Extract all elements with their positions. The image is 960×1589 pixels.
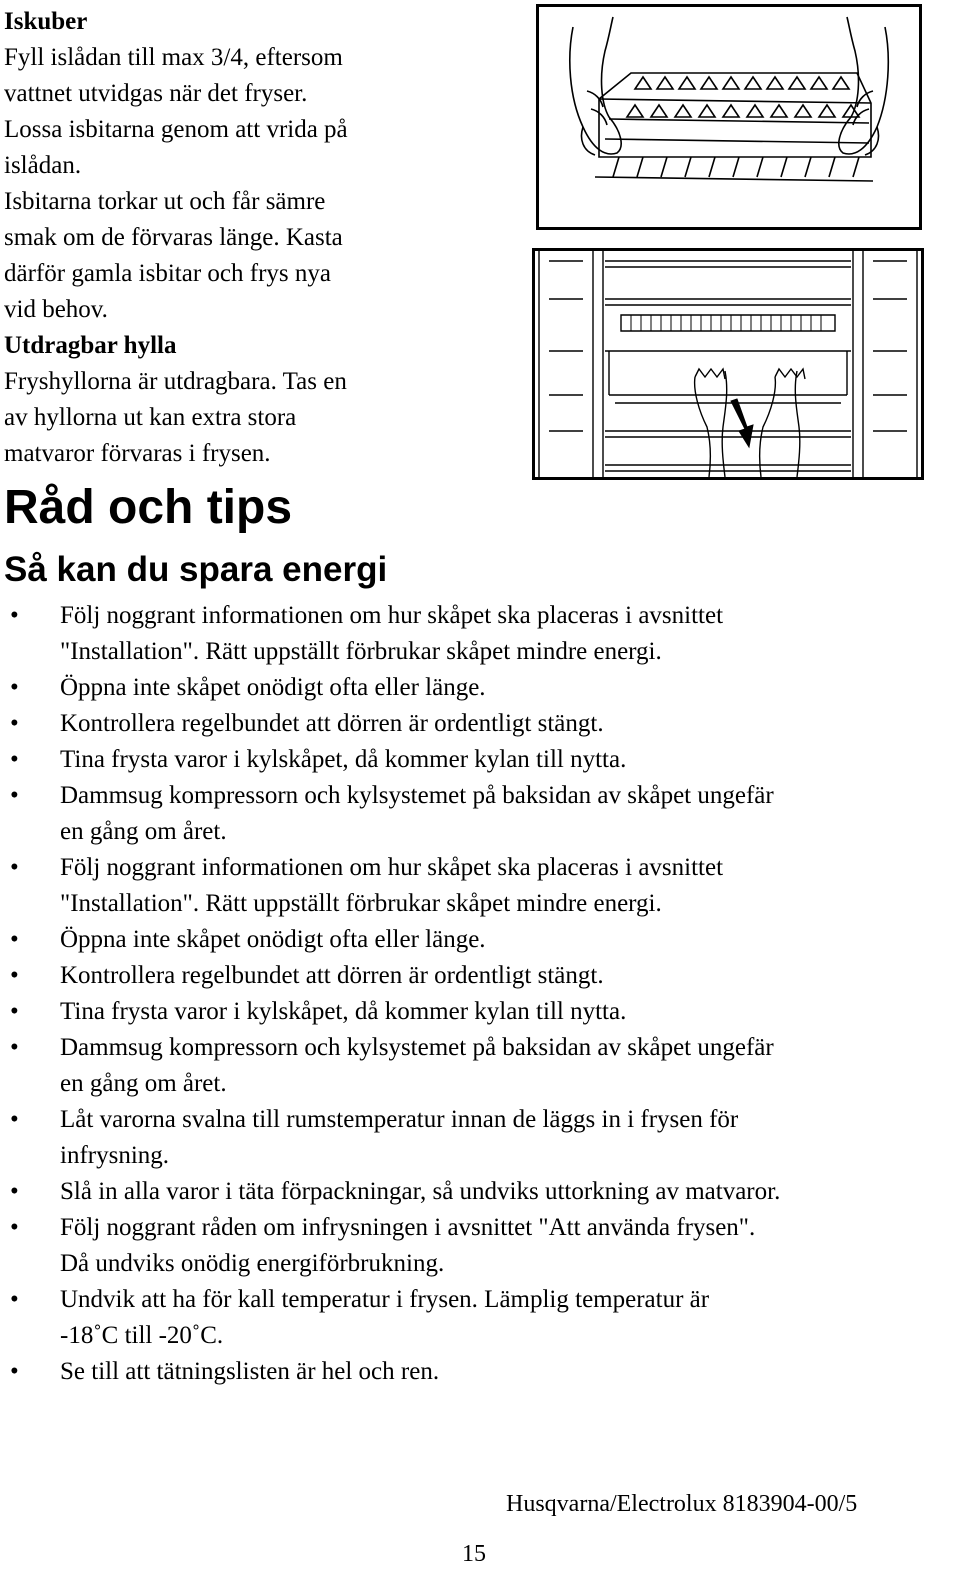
tip-text: Slå in alla varor i täta förpackningar, så undviks uttorkning av matvaror. xyxy=(60,1178,781,1205)
tip-text: Följ noggrant råden om infrysningen i avsnittet "Att använda frysen". xyxy=(60,1214,756,1241)
bullet-icon: • xyxy=(10,1034,19,1061)
bullet-icon: • xyxy=(10,746,19,773)
bullet-icon: • xyxy=(10,962,19,989)
tip-item xyxy=(4,994,954,1030)
bullet-icon: • xyxy=(10,602,19,629)
bullet-icon: • xyxy=(10,782,19,809)
tip-item xyxy=(4,742,954,778)
pull-out-shelf-illustration xyxy=(532,248,924,480)
tip-text: Kontrollera regelbundet att dörren är ordentligt stängt. xyxy=(60,710,604,737)
tip-text: "Installation". Rätt uppställt förbrukar skåpet mindre energi. xyxy=(60,890,662,917)
energy-saving-heading: Så kan du spara energi xyxy=(4,550,388,589)
bullet-icon: • xyxy=(10,1178,19,1205)
page-number: 15 xyxy=(462,1541,486,1567)
tip-item xyxy=(4,670,954,706)
tip-item xyxy=(4,706,954,742)
bullet-icon: • xyxy=(10,854,19,881)
bullet-icon: • xyxy=(10,1214,19,1241)
text-line: därför gamla isbitar och frys nya xyxy=(4,260,331,287)
bullet-icon: • xyxy=(10,674,19,701)
text-line: smak om de förvaras länge. Kasta xyxy=(4,224,343,251)
text-line: Fyll islådan till max 3/4, eftersom xyxy=(4,44,343,71)
tip-item xyxy=(4,922,954,958)
shelf-drawing xyxy=(535,251,921,477)
tip-item xyxy=(4,1030,954,1102)
tip-text: Dammsug kompressorn och kylsystemet på baksidan av skåpet ungefär xyxy=(60,782,774,809)
tip-text: en gång om året. xyxy=(60,1070,227,1097)
main-title: Råd och tips xyxy=(4,481,293,534)
energy-tips-list xyxy=(4,598,954,1390)
shelf-text xyxy=(4,364,524,472)
bullet-icon: • xyxy=(10,1106,19,1133)
tip-text: Tina frysta varor i kylskåpet, då kommer kylan till nytta. xyxy=(60,746,627,773)
tip-text: en gång om året. xyxy=(60,818,227,845)
tip-text: Dammsug kompressorn och kylsystemet på baksidan av skåpet ungefär xyxy=(60,1034,774,1061)
tip-text: Följ noggrant informationen om hur skåpet ska placeras i avsnittet xyxy=(60,854,724,881)
ice-cube-section xyxy=(4,4,524,472)
tip-item xyxy=(4,598,954,670)
tip-text: Låt varorna svalna till rumstemperatur innan de läggs in i frysen för xyxy=(60,1106,739,1133)
ice-cube-text xyxy=(4,40,524,328)
tip-item xyxy=(4,958,954,994)
bullet-icon: • xyxy=(10,926,19,953)
tip-item xyxy=(4,1174,954,1210)
text-line: vid behov. xyxy=(4,296,108,323)
pull-arrow-icon xyxy=(731,399,753,447)
footer-brand: Husqvarna/Electrolux 8183904-00/5 xyxy=(506,1491,858,1517)
tip-item xyxy=(4,1354,954,1390)
text-line: vattnet utvidgas när det fryser. xyxy=(4,80,308,107)
bullet-icon: • xyxy=(10,1358,19,1385)
tip-text: -18˚C till -20˚C. xyxy=(60,1322,224,1349)
tip-text: Kontrollera regelbundet att dörren är ordentligt stängt. xyxy=(60,962,604,989)
tip-text: Då undviks onödig energiförbrukning. xyxy=(60,1250,445,1277)
text-line: islådan. xyxy=(4,152,82,179)
tip-text: Tina frysta varor i kylskåpet, då kommer kylan till nytta. xyxy=(60,998,627,1025)
text-line: Lossa isbitarna genom att vrida på xyxy=(4,116,348,143)
bullet-icon: • xyxy=(10,998,19,1025)
tip-text: infrysning. xyxy=(60,1142,170,1169)
ice-tray-drawing xyxy=(539,7,919,227)
text-line: Fryshyllorna är utdragbara. Tas en xyxy=(4,368,347,395)
ice-cube-heading: Iskuber xyxy=(4,8,88,35)
shelf-heading: Utdragbar hylla xyxy=(4,332,177,359)
tip-text: Se till att tätningslisten är hel och ren. xyxy=(60,1358,440,1385)
text-line: matvaror förvaras i frysen. xyxy=(4,440,271,467)
tip-item xyxy=(4,778,954,850)
tip-item xyxy=(4,1210,954,1282)
tip-text: Öppna inte skåpet onödigt ofta eller länge. xyxy=(60,926,486,953)
tip-item xyxy=(4,850,954,922)
tip-item xyxy=(4,1282,954,1354)
bullet-icon: • xyxy=(10,710,19,737)
text-line: av hyllorna ut kan extra stora xyxy=(4,404,297,431)
ice-tray-illustration xyxy=(536,4,922,230)
text-line: Isbitarna torkar ut och får sämre xyxy=(4,188,326,215)
tip-text: Undvik att ha för kall temperatur i frysen. Lämplig temperatur är xyxy=(60,1286,710,1313)
tip-text: Följ noggrant informationen om hur skåpet ska placeras i avsnittet xyxy=(60,602,724,629)
bullet-icon: • xyxy=(10,1286,19,1313)
tip-text: Öppna inte skåpet onödigt ofta eller länge. xyxy=(60,674,486,701)
tip-text: "Installation". Rätt uppställt förbrukar skåpet mindre energi. xyxy=(60,638,662,665)
tip-item xyxy=(4,1102,954,1174)
